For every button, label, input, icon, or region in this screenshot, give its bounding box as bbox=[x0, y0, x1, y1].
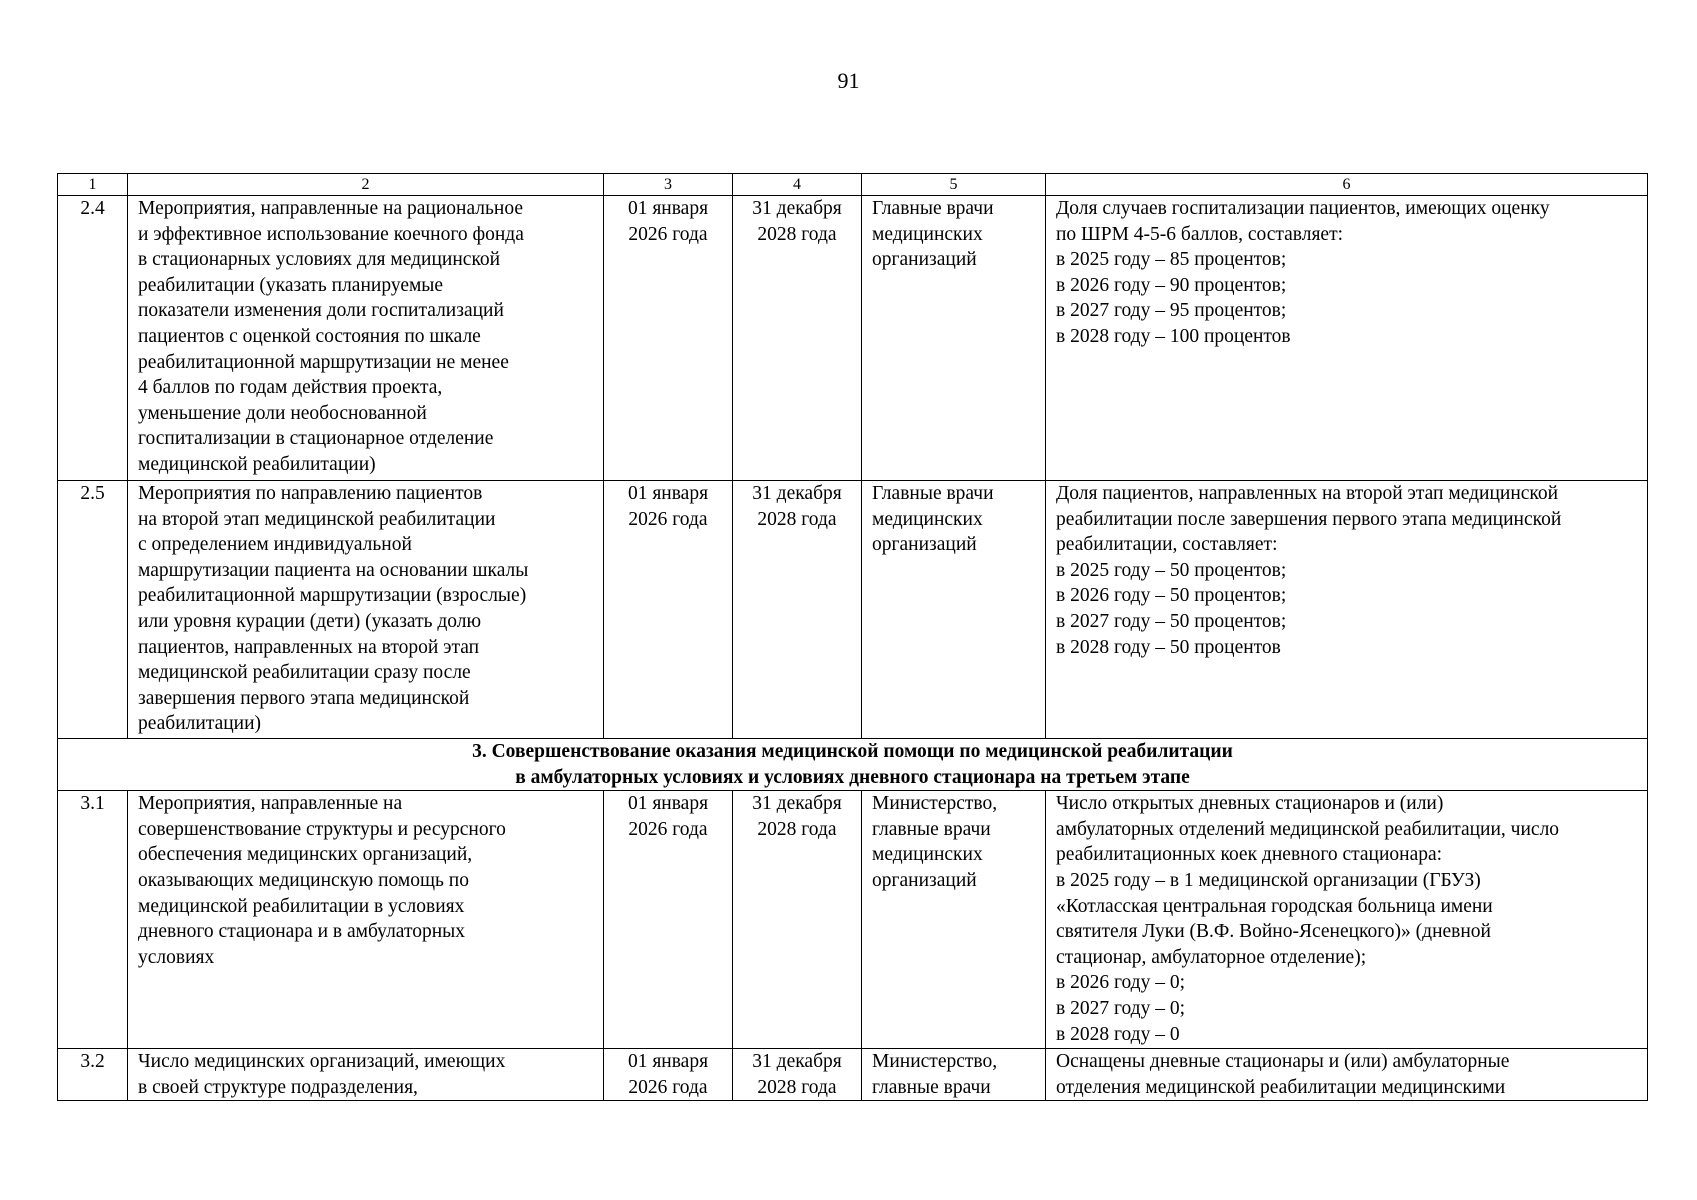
expected-result-line: реабилитационных коек дневного стационара: bbox=[1056, 844, 1443, 866]
section-heading-row bbox=[58, 739, 1648, 791]
end-date-line: 2028 года bbox=[757, 508, 837, 530]
expected-result-line: в 2027 году – 95 процентов; bbox=[1056, 300, 1287, 322]
activity-description-line: оказывающих медицинскую помощь по bbox=[138, 869, 469, 891]
column-number-3: 3 bbox=[604, 174, 733, 196]
expected-result-line: Число открытых дневных стационаров и (или) bbox=[1056, 793, 1444, 815]
end-date-cell bbox=[733, 791, 862, 1049]
start-date-cell bbox=[604, 791, 733, 1049]
activity-description-line: уменьшение доли необоснованной bbox=[138, 402, 427, 424]
activity-description-line: Мероприятия, направленные на bbox=[138, 793, 403, 815]
responsible-cell bbox=[862, 791, 1046, 1049]
responsible-line: организаций bbox=[872, 249, 977, 271]
activity-description-line: медицинской реабилитации) bbox=[138, 453, 376, 475]
expected-result-line: по ШРМ 4-5-6 баллов, составляет: bbox=[1056, 223, 1344, 245]
responsible-cell bbox=[862, 196, 1046, 481]
start-date-line: 2026 года bbox=[628, 1076, 708, 1098]
responsible-cell bbox=[862, 1049, 1046, 1101]
start-date-line: 01 января bbox=[627, 793, 709, 815]
activity-description-line: с определением индивидуальной bbox=[138, 534, 412, 556]
responsible-line: организаций bbox=[872, 534, 977, 556]
activity-description-line: совершенствование структуры и ресурсного bbox=[138, 818, 506, 840]
table-row bbox=[58, 481, 1648, 739]
activity-description-line: медицинской реабилитации в условиях bbox=[138, 895, 465, 917]
activity-description-line: завершения первого этапа медицинской bbox=[138, 687, 470, 709]
section-heading-line: в амбулаторных условиях и условиях дневного стационара на третьем этапе bbox=[515, 766, 1190, 788]
expected-result-line: Доля пациентов, направленных на второй этап медицинской bbox=[1056, 483, 1559, 504]
start-date-cell bbox=[604, 481, 733, 739]
expected-result-line: в 2028 году – 50 процентов bbox=[1056, 636, 1281, 658]
responsible-line: организаций bbox=[872, 869, 977, 891]
activity-description-line: в стационарных условиях для медицинской bbox=[138, 249, 501, 271]
column-number-4: 4 bbox=[733, 174, 862, 196]
expected-result-line: в 2028 году – 0 bbox=[1056, 1023, 1180, 1045]
expected-result-line: в 2027 году – 50 процентов; bbox=[1056, 610, 1287, 632]
activity-description-line: Число медицинских организаций, имеющих bbox=[138, 1051, 506, 1073]
activity-description-line: дневного стационара и в амбулаторных bbox=[138, 921, 465, 943]
activity-description-cell bbox=[128, 791, 604, 1049]
activity-description-line: Мероприятия, направленные на рациональное bbox=[138, 198, 523, 219]
responsible-line: Главные врачи bbox=[872, 198, 994, 219]
expected-result-line: святителя Луки (В.Ф. Войно-Ясенецкого)» (дневной bbox=[1056, 921, 1491, 943]
start-date-line: 2026 года bbox=[628, 223, 708, 245]
activity-description-cell bbox=[128, 1049, 604, 1101]
activity-description-line: на второй этап медицинской реабилитации bbox=[138, 508, 496, 530]
responsible-cell bbox=[862, 481, 1046, 739]
section-heading bbox=[58, 739, 1648, 791]
activity-description-line: реабилитации) bbox=[138, 713, 262, 735]
responsible-line: главные врачи bbox=[872, 818, 991, 840]
activity-description-line: реабилитационной маршрутизации (взрослые) bbox=[138, 585, 527, 607]
expected-result-line: в 2028 году – 100 процентов bbox=[1056, 325, 1291, 347]
activity-description-line: 4 баллов по годам действия проекта, bbox=[138, 377, 443, 399]
row-number-cell: 3.1 bbox=[58, 791, 128, 1049]
expected-result-line: в 2025 году – 50 процентов; bbox=[1056, 559, 1287, 581]
expected-result-line: реабилитации после завершения первого этапа медицинской bbox=[1056, 508, 1562, 530]
table-row bbox=[58, 791, 1648, 1049]
activity-description-line: реабилитационной маршрутизации не менее bbox=[138, 351, 509, 373]
table-row bbox=[58, 1049, 1648, 1101]
row-number-cell: 2.4 bbox=[58, 196, 128, 481]
responsible-line: медицинских bbox=[872, 844, 983, 866]
end-date-cell bbox=[733, 481, 862, 739]
start-date-cell bbox=[604, 196, 733, 481]
activity-description-line: в своей структуре подразделения, bbox=[138, 1076, 418, 1098]
end-date-line: 2028 года bbox=[757, 223, 837, 245]
row-number-cell: 3.2 bbox=[58, 1049, 128, 1101]
expected-result-line: в 2025 году – 85 процентов; bbox=[1056, 249, 1287, 271]
activity-description-line: медицинской реабилитации сразу после bbox=[138, 662, 471, 684]
start-date-line: 2026 года bbox=[628, 508, 708, 530]
column-number-6: 6 bbox=[1046, 174, 1648, 196]
activity-description-line: реабилитации (указать планируемые bbox=[138, 274, 444, 296]
expected-result-line: в 2026 году – 0; bbox=[1056, 972, 1185, 994]
expected-result-line: в 2026 году – 90 процентов; bbox=[1056, 274, 1287, 296]
end-date-line: 31 декабря bbox=[752, 1051, 842, 1073]
start-date-line: 01 января bbox=[627, 198, 709, 219]
activity-description-line: маршрутизации пациента на основании шкалы bbox=[138, 559, 529, 581]
expected-result-cell bbox=[1046, 481, 1648, 739]
activity-description-line: Мероприятия по направлению пациентов bbox=[138, 483, 483, 504]
end-date-cell bbox=[733, 196, 862, 481]
responsible-line: медицинских bbox=[872, 223, 983, 245]
activities-table bbox=[57, 173, 1648, 1101]
activity-description-line: пациентов, направленных на второй этап bbox=[138, 636, 480, 658]
expected-result-line: «Котласская центральная городская больница имени bbox=[1056, 895, 1493, 917]
row-number-cell: 2.5 bbox=[58, 481, 128, 739]
expected-result-line: стационар, амбулаторное отделение); bbox=[1056, 946, 1367, 968]
expected-result-line: в 2025 году – в 1 медицинской организации (ГБУЗ) bbox=[1056, 869, 1481, 891]
expected-result-line: реабилитации, составляет: bbox=[1056, 534, 1278, 556]
expected-result-line: в 2026 году – 50 процентов; bbox=[1056, 585, 1287, 607]
expected-result-line: Оснащены дневные стационары и (или) амбулаторные bbox=[1056, 1051, 1510, 1073]
page-number: 91 bbox=[837, 68, 860, 93]
expected-result-line: отделения медицинской реабилитации медицинскими bbox=[1056, 1076, 1506, 1098]
section-heading-line: 3. Совершенствование оказания медицинской помощи по медицинской реабилитации bbox=[472, 741, 1233, 762]
activity-description-line: и эффективное использование коечного фонда bbox=[138, 223, 524, 245]
end-date-cell bbox=[733, 1049, 862, 1101]
expected-result-cell bbox=[1046, 791, 1648, 1049]
responsible-line: медицинских bbox=[872, 508, 983, 530]
responsible-line: Министерство, bbox=[872, 1051, 998, 1073]
expected-result-cell bbox=[1046, 1049, 1648, 1101]
expected-result-line: в 2027 году – 0; bbox=[1056, 997, 1185, 1019]
column-number-2: 2 bbox=[128, 174, 604, 196]
responsible-line: главные врачи bbox=[872, 1076, 991, 1098]
activity-description-line: условиях bbox=[138, 946, 215, 968]
start-date-cell bbox=[604, 1049, 733, 1101]
activity-description-cell bbox=[128, 481, 604, 739]
expected-result-line: Доля случаев госпитализации пациентов, имеющих оценку bbox=[1056, 198, 1550, 219]
end-date-line: 31 декабря bbox=[752, 198, 842, 219]
activity-description-line: показатели изменения доли госпитализаций bbox=[138, 300, 504, 322]
end-date-line: 2028 года bbox=[757, 818, 837, 840]
column-number-5: 5 bbox=[862, 174, 1046, 196]
end-date-line: 31 декабря bbox=[752, 793, 842, 815]
expected-result-line: амбулаторных отделений медицинской реабилитации, число bbox=[1056, 818, 1560, 840]
activity-description-cell bbox=[128, 196, 604, 481]
responsible-line: Министерство, bbox=[872, 793, 998, 815]
activity-description-line: пациентов с оценкой состояния по шкале bbox=[138, 325, 481, 347]
activity-description-line: госпитализации в стационарное отделение bbox=[138, 428, 494, 450]
activity-description-line: обеспечения медицинских организаций, bbox=[138, 844, 473, 866]
table-row bbox=[58, 196, 1648, 481]
responsible-line: Главные врачи bbox=[872, 483, 994, 504]
column-number-1: 1 bbox=[58, 174, 128, 196]
end-date-line: 2028 года bbox=[757, 1076, 837, 1098]
start-date-line: 01 января bbox=[627, 1051, 709, 1073]
start-date-line: 2026 года bbox=[628, 818, 708, 840]
column-number-row bbox=[58, 174, 1648, 196]
start-date-line: 01 января bbox=[627, 483, 709, 504]
end-date-line: 31 декабря bbox=[752, 483, 842, 504]
expected-result-cell bbox=[1046, 196, 1648, 481]
activity-description-line: или уровня курации (дети) (указать долю bbox=[138, 610, 482, 632]
